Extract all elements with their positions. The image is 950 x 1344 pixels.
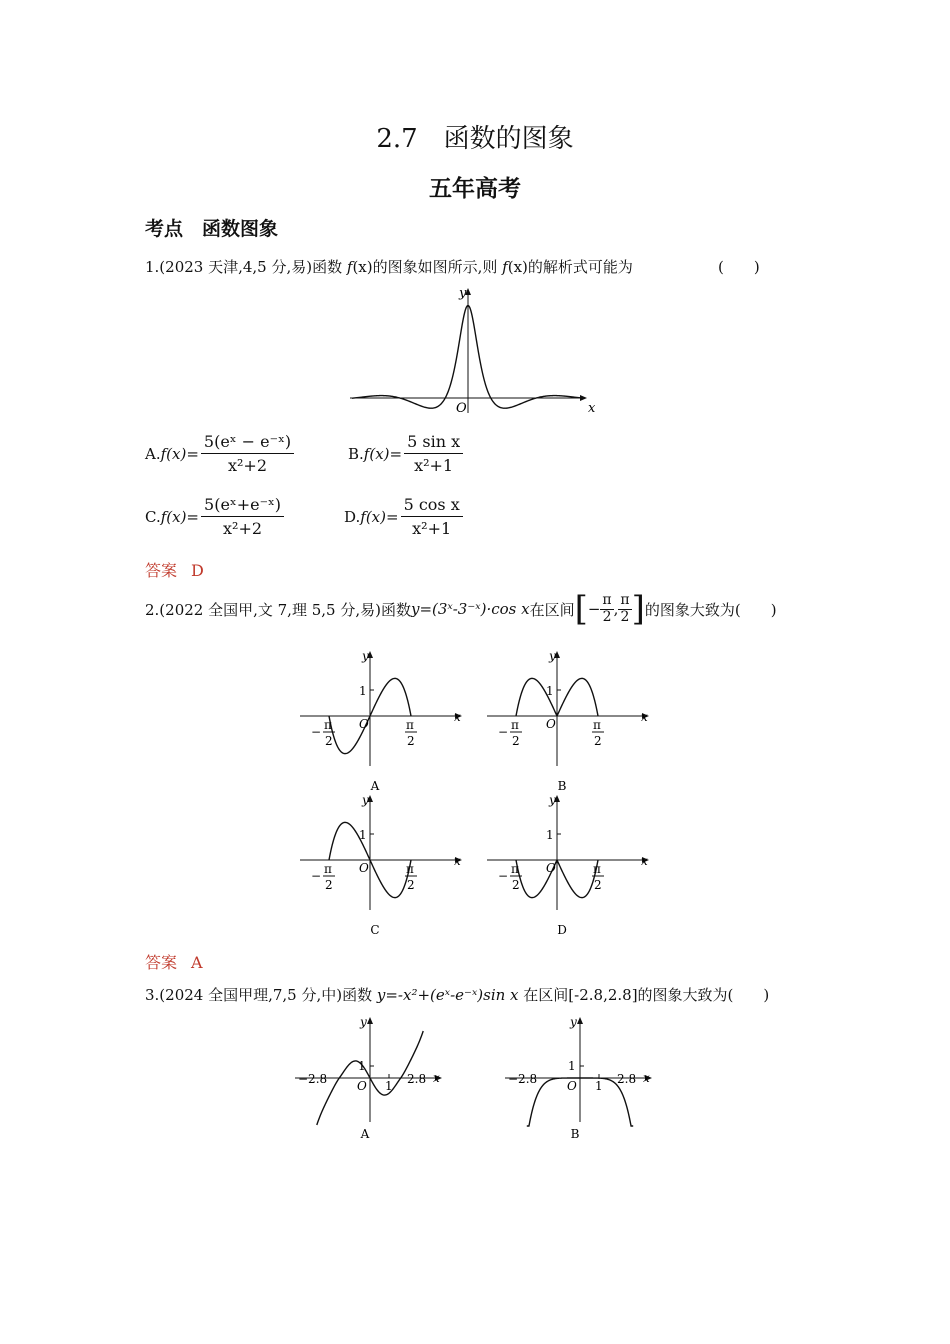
two-label: 2 (594, 878, 602, 892)
minus-label: − (311, 725, 322, 739)
two-label: 2 (407, 734, 415, 748)
q3-stem-text: ) (733, 986, 770, 1004)
question-1-stem (145, 256, 633, 277)
pi-label: π (511, 862, 519, 876)
option-fraction (404, 432, 463, 475)
numerator: 5 cos x (401, 495, 463, 517)
graph-label: A (360, 1127, 370, 1141)
q3-stem-text: 在区间[-2.8,2.8]的图象大致为( (518, 986, 734, 1004)
pi-over-2 (618, 593, 631, 625)
q3-function: y=-x²+(eˣ-e⁻ˣ)sin x (376, 986, 519, 1004)
option-fraction (201, 495, 284, 538)
minus-label: − (498, 725, 509, 739)
q2-answer (145, 950, 217, 973)
denominator: x²+1 (412, 519, 452, 538)
option-fx: f(x)= (160, 507, 200, 526)
two-label: 2 (325, 734, 333, 748)
option-fx: f(x)= (363, 444, 403, 463)
option-fraction (401, 495, 463, 538)
page-title: 2.7 函数的图象 (376, 124, 574, 154)
question-2-stem (145, 589, 777, 629)
denominator: x²+1 (414, 456, 454, 475)
q2-graph-b (487, 648, 657, 793)
answer-value: D (191, 561, 204, 580)
q1-stem-text: (x)的图象如图所示,则 (352, 258, 503, 276)
q1-stem-text: (x)的解析式可能为 (507, 258, 633, 276)
graph-label: D (557, 923, 567, 937)
origin-label: O (546, 717, 556, 731)
option-fx: f(x)= (160, 444, 199, 463)
two-label: 2 (325, 878, 333, 892)
y-label: y (362, 649, 369, 663)
q3-stem-text: 3.(2024 全国甲理,7,5 分,中)函数 (145, 986, 377, 1004)
graph-label: A (370, 779, 380, 793)
y-label: y (549, 649, 556, 663)
q1-answer-paren: ( ) (718, 258, 760, 276)
pi-label: π (406, 718, 414, 732)
pi-label: π (406, 862, 414, 876)
minus-label: − (498, 869, 509, 883)
comma: , (613, 600, 619, 618)
two-label: 2 (407, 878, 415, 892)
two-label: 2 (594, 734, 602, 748)
x-label: x (454, 854, 461, 868)
y-tick-label: 1 (546, 828, 554, 842)
numerator: 5 sin x (404, 432, 463, 454)
answer-label: 答案 (145, 953, 178, 972)
x-label: x (454, 710, 461, 724)
answer-label: 答案 (145, 561, 178, 580)
numerator: 5(eˣ+e⁻ˣ) (201, 495, 284, 517)
option-letter: C. (145, 507, 161, 526)
answer-value: A (191, 953, 203, 972)
pi-label: π (593, 718, 601, 732)
x-tick-label: 1 (385, 1079, 393, 1093)
q2-stem-text: ) (740, 600, 777, 619)
graph-label: C (370, 923, 380, 937)
pi-label: π (324, 718, 332, 732)
neg-pi-over-2 (600, 593, 613, 625)
q2-graph-c (300, 792, 470, 937)
origin-label: O (357, 1079, 367, 1093)
y-tick-label: 1 (359, 828, 367, 842)
y-arrow (367, 1017, 373, 1024)
origin-label: O (456, 401, 467, 416)
denominator: x²+2 (227, 456, 268, 475)
two: 2 (620, 608, 630, 625)
x-label: x (641, 710, 648, 724)
x-label: x (433, 1071, 440, 1085)
q1-answer (145, 558, 218, 581)
pos-bound-label: 2.8 (617, 1072, 637, 1086)
q2-stem-text: 在区间 (529, 600, 575, 619)
origin-label: O (546, 861, 556, 875)
y-tick-label: 1 (359, 684, 367, 698)
y-label: y (360, 1015, 367, 1029)
graph-label: B (570, 1127, 580, 1141)
option-letter: D. (344, 507, 361, 526)
q2-graph-a (300, 648, 470, 793)
pi: π (602, 592, 612, 609)
two-label: 2 (512, 734, 520, 748)
y-tick-label: 1 (546, 684, 554, 698)
option-a[interactable] (145, 432, 294, 475)
origin-label: O (567, 1079, 577, 1093)
x-label: x (588, 401, 595, 416)
origin-label: O (359, 861, 369, 875)
two-label: 2 (512, 878, 520, 892)
page-subtitle: 五年高考 (429, 175, 521, 202)
option-d[interactable] (344, 495, 463, 538)
question-3-stem (145, 984, 769, 1005)
y-label: y (549, 793, 556, 807)
x-label: x (643, 1071, 650, 1085)
y-label: y (459, 286, 467, 301)
pi-label: π (324, 862, 332, 876)
pi: π (620, 592, 630, 609)
graph-label: B (557, 779, 567, 793)
left-bracket-glyph: [ (574, 589, 588, 629)
option-b[interactable] (348, 432, 463, 475)
pi-label: π (511, 718, 519, 732)
denominator: x²+2 (223, 519, 263, 538)
section-heading: 考点 函数图象 (145, 218, 279, 240)
q1-graph (345, 283, 595, 418)
x-label: x (641, 854, 648, 868)
option-c[interactable] (145, 495, 284, 538)
y-label: y (362, 793, 369, 807)
minus-label: − (311, 869, 322, 883)
option-fx: f(x)= (360, 507, 399, 526)
q1-fn: f (346, 258, 353, 276)
pi-label: π (593, 862, 601, 876)
neg-bound-label: −2.8 (298, 1072, 328, 1086)
q3-graph-a (295, 1014, 455, 1144)
y-label: y (570, 1015, 577, 1029)
two: 2 (602, 608, 612, 625)
q2-stem-text: 的图象大致为( (644, 600, 741, 619)
q2-stem-text: 2.(2022 全国甲,文 7,理 5,5 分,易)函数 (145, 600, 411, 619)
option-letter: A. (145, 444, 161, 463)
origin-label: O (359, 717, 369, 731)
numerator: 5(eˣ − e⁻ˣ) (201, 432, 294, 454)
minus-sign: − (587, 600, 601, 618)
pos-bound-label: 2.8 (407, 1072, 427, 1086)
y-tick-label: 1 (358, 1059, 366, 1073)
option-fraction (201, 432, 294, 475)
neg-bound-label: −2.8 (508, 1072, 538, 1086)
q2-function: y=(3ˣ-3⁻ˣ)·cos x (410, 600, 530, 618)
x-tick-label: 1 (595, 1079, 603, 1093)
right-bracket-glyph: ] (631, 589, 645, 629)
q3-graph-b (505, 1014, 665, 1144)
option-letter: B. (348, 444, 364, 463)
y-tick-label: 1 (568, 1059, 576, 1073)
y-arrow (577, 1017, 583, 1024)
q2-graph-d (487, 792, 657, 937)
q1-fn: f (502, 258, 508, 276)
q1-stem-text: 1.(2023 天津,4,5 分,易)函数 (145, 258, 347, 276)
